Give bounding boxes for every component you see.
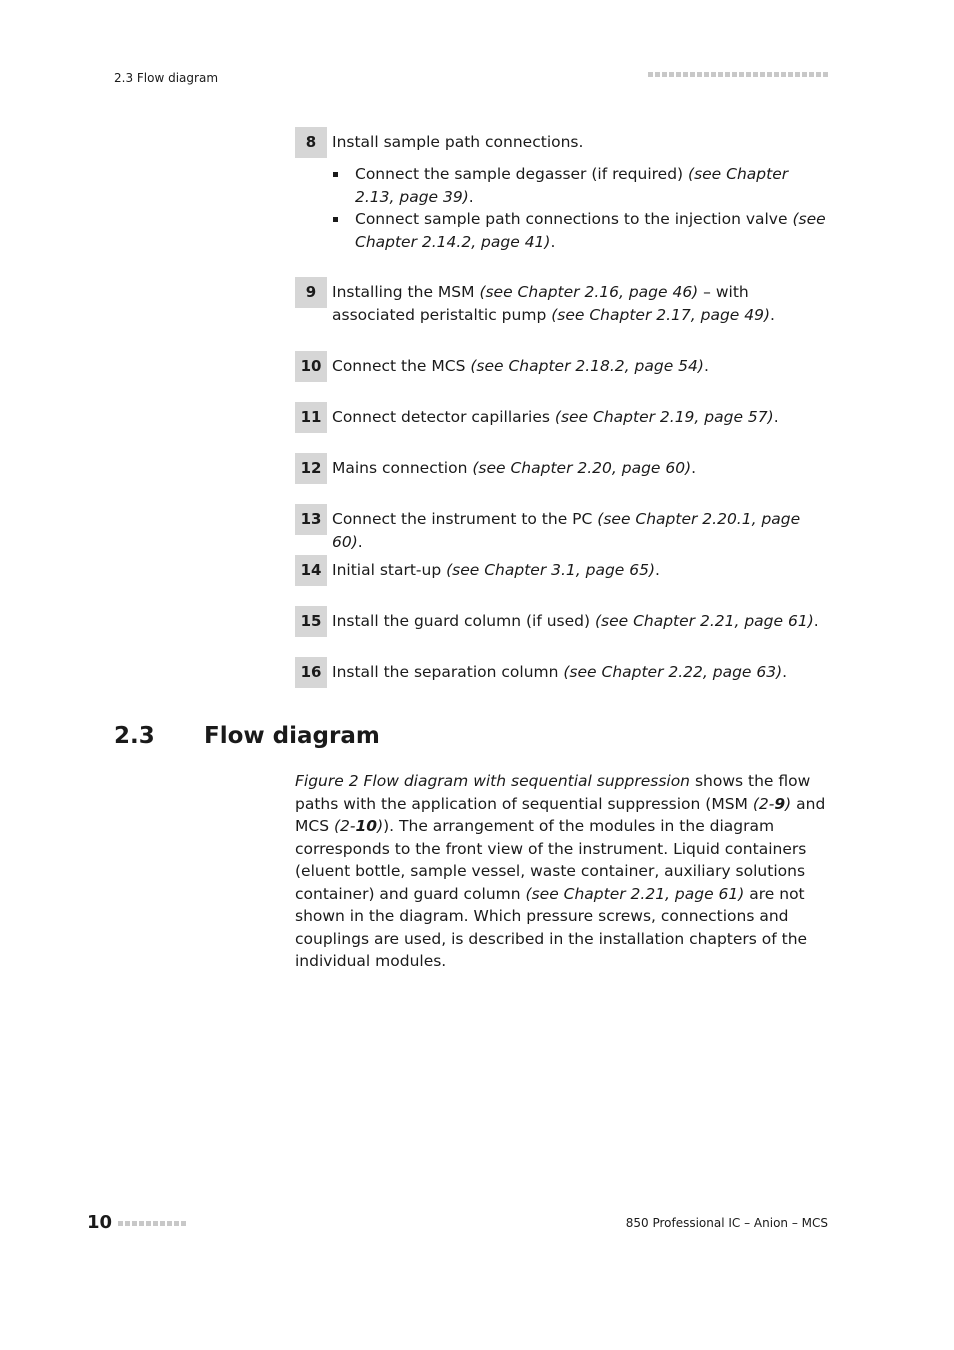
bullet-icon — [333, 172, 338, 177]
header-decoration — [648, 72, 828, 80]
step-number: 13 — [295, 504, 327, 535]
step-text: Connect the MCS (see Chapter 2.18.2, page 54). — [332, 357, 709, 375]
section-number: 2.3 — [114, 723, 155, 749]
step-text: Mains connection (see Chapter 2.20, page 60). — [332, 459, 697, 477]
body-paragraph: Figure 2 Flow diagram with sequential suppression shows the flow paths with the application of sequential suppression (MSM (2-9) and MCS (2-10)). The arrangement of the modules in the diagram corresponds to the front view of the instrument. Liquid containers (eluent bottle, sample vessel, waste container, auxiliary solutions container) and guard column (see Chapter 2.21, page 61) are not shown in the diagram. Which pressure screws, connections and couplings are used, is described in the installation chapters of the individual modules. — [295, 772, 826, 970]
step-text: Install sample path connections. — [332, 133, 584, 151]
step-text: Initial start-up (see Chapter 3.1, page 65). — [332, 561, 660, 579]
chapter-reference[interactable]: (see Chapter 2.19, page 57) — [554, 408, 774, 426]
chapter-reference[interactable]: (see Chapter 2.21, page 61) — [525, 884, 745, 903]
chapter-reference[interactable]: (see Chapter 2.17, page 49) — [551, 305, 771, 324]
chapter-reference[interactable]: (see Chapter 2.21, page 61) — [594, 612, 814, 630]
step-number: 16 — [295, 657, 327, 688]
chapter-reference[interactable]: (see Chapter 3.1, page 65) — [446, 561, 656, 579]
step-text: Connect detector capillaries (see Chapter 2.19, page 57). — [332, 408, 779, 426]
figure-item-reference[interactable]: (2-9) — [752, 794, 792, 813]
chapter-reference[interactable]: (see Chapter 2.20, page 60) — [472, 459, 692, 477]
section-heading — [114, 720, 380, 752]
running-header-section: 2.3 Flow diagram — [114, 71, 219, 85]
section-title: Flow diagram — [204, 723, 380, 749]
step-number: 15 — [295, 606, 327, 637]
step-number: 12 — [295, 453, 327, 484]
figure-item-reference[interactable]: (2-10) — [333, 817, 384, 835]
chapter-reference[interactable]: (see Chapter 2.20.1, page 60) — [332, 510, 801, 551]
step-number: 10 — [295, 351, 327, 382]
step-bullets — [332, 163, 832, 253]
footer-page — [87, 1211, 186, 1235]
step-text: Install the guard column (if used) (see Chapter 2.21, page 61). — [332, 612, 819, 630]
step-number: 9 — [295, 277, 327, 308]
step-text: Installing the MSM (see Chapter 2.16, page 46) – with associated peristaltic pump (see Chapter 2.17, page 49). — [332, 283, 775, 324]
step-number: 8 — [295, 127, 327, 158]
list-item: Connect the sample degasser (if required) (see Chapter 2.13, page 39). — [332, 163, 832, 208]
step-text: Connect the instrument to the PC (see Chapter 2.20.1, page 60). — [332, 510, 801, 551]
figure-reference[interactable]: Figure 2 Flow diagram with sequential suppression — [295, 772, 691, 790]
chapter-reference[interactable]: (see Chapter 2.18.2, page 54) — [470, 357, 704, 375]
footer-document-title: 850 Professional IC – Anion – MCS — [625, 1216, 828, 1230]
list-item: Connect sample path connections to the injection valve (see Chapter 2.14.2, page 41). — [332, 208, 832, 253]
step-text: Install the separation column (see Chapter 2.22, page 63). — [332, 663, 788, 681]
bullet-icon — [333, 217, 338, 222]
chapter-reference[interactable]: (see Chapter 2.22, page 63) — [563, 663, 783, 681]
footer-decoration — [118, 1221, 186, 1226]
page-number: 10 — [87, 1212, 113, 1233]
step-number: 14 — [295, 555, 327, 586]
chapter-reference[interactable]: (see Chapter 2.16, page 46) — [479, 283, 699, 301]
chapter-reference[interactable]: (see Chapter 2.14.2, page 41) — [355, 210, 826, 251]
chapter-reference[interactable]: (see Chapter 2.13, page 39) — [355, 165, 789, 206]
step-number: 11 — [295, 402, 327, 433]
